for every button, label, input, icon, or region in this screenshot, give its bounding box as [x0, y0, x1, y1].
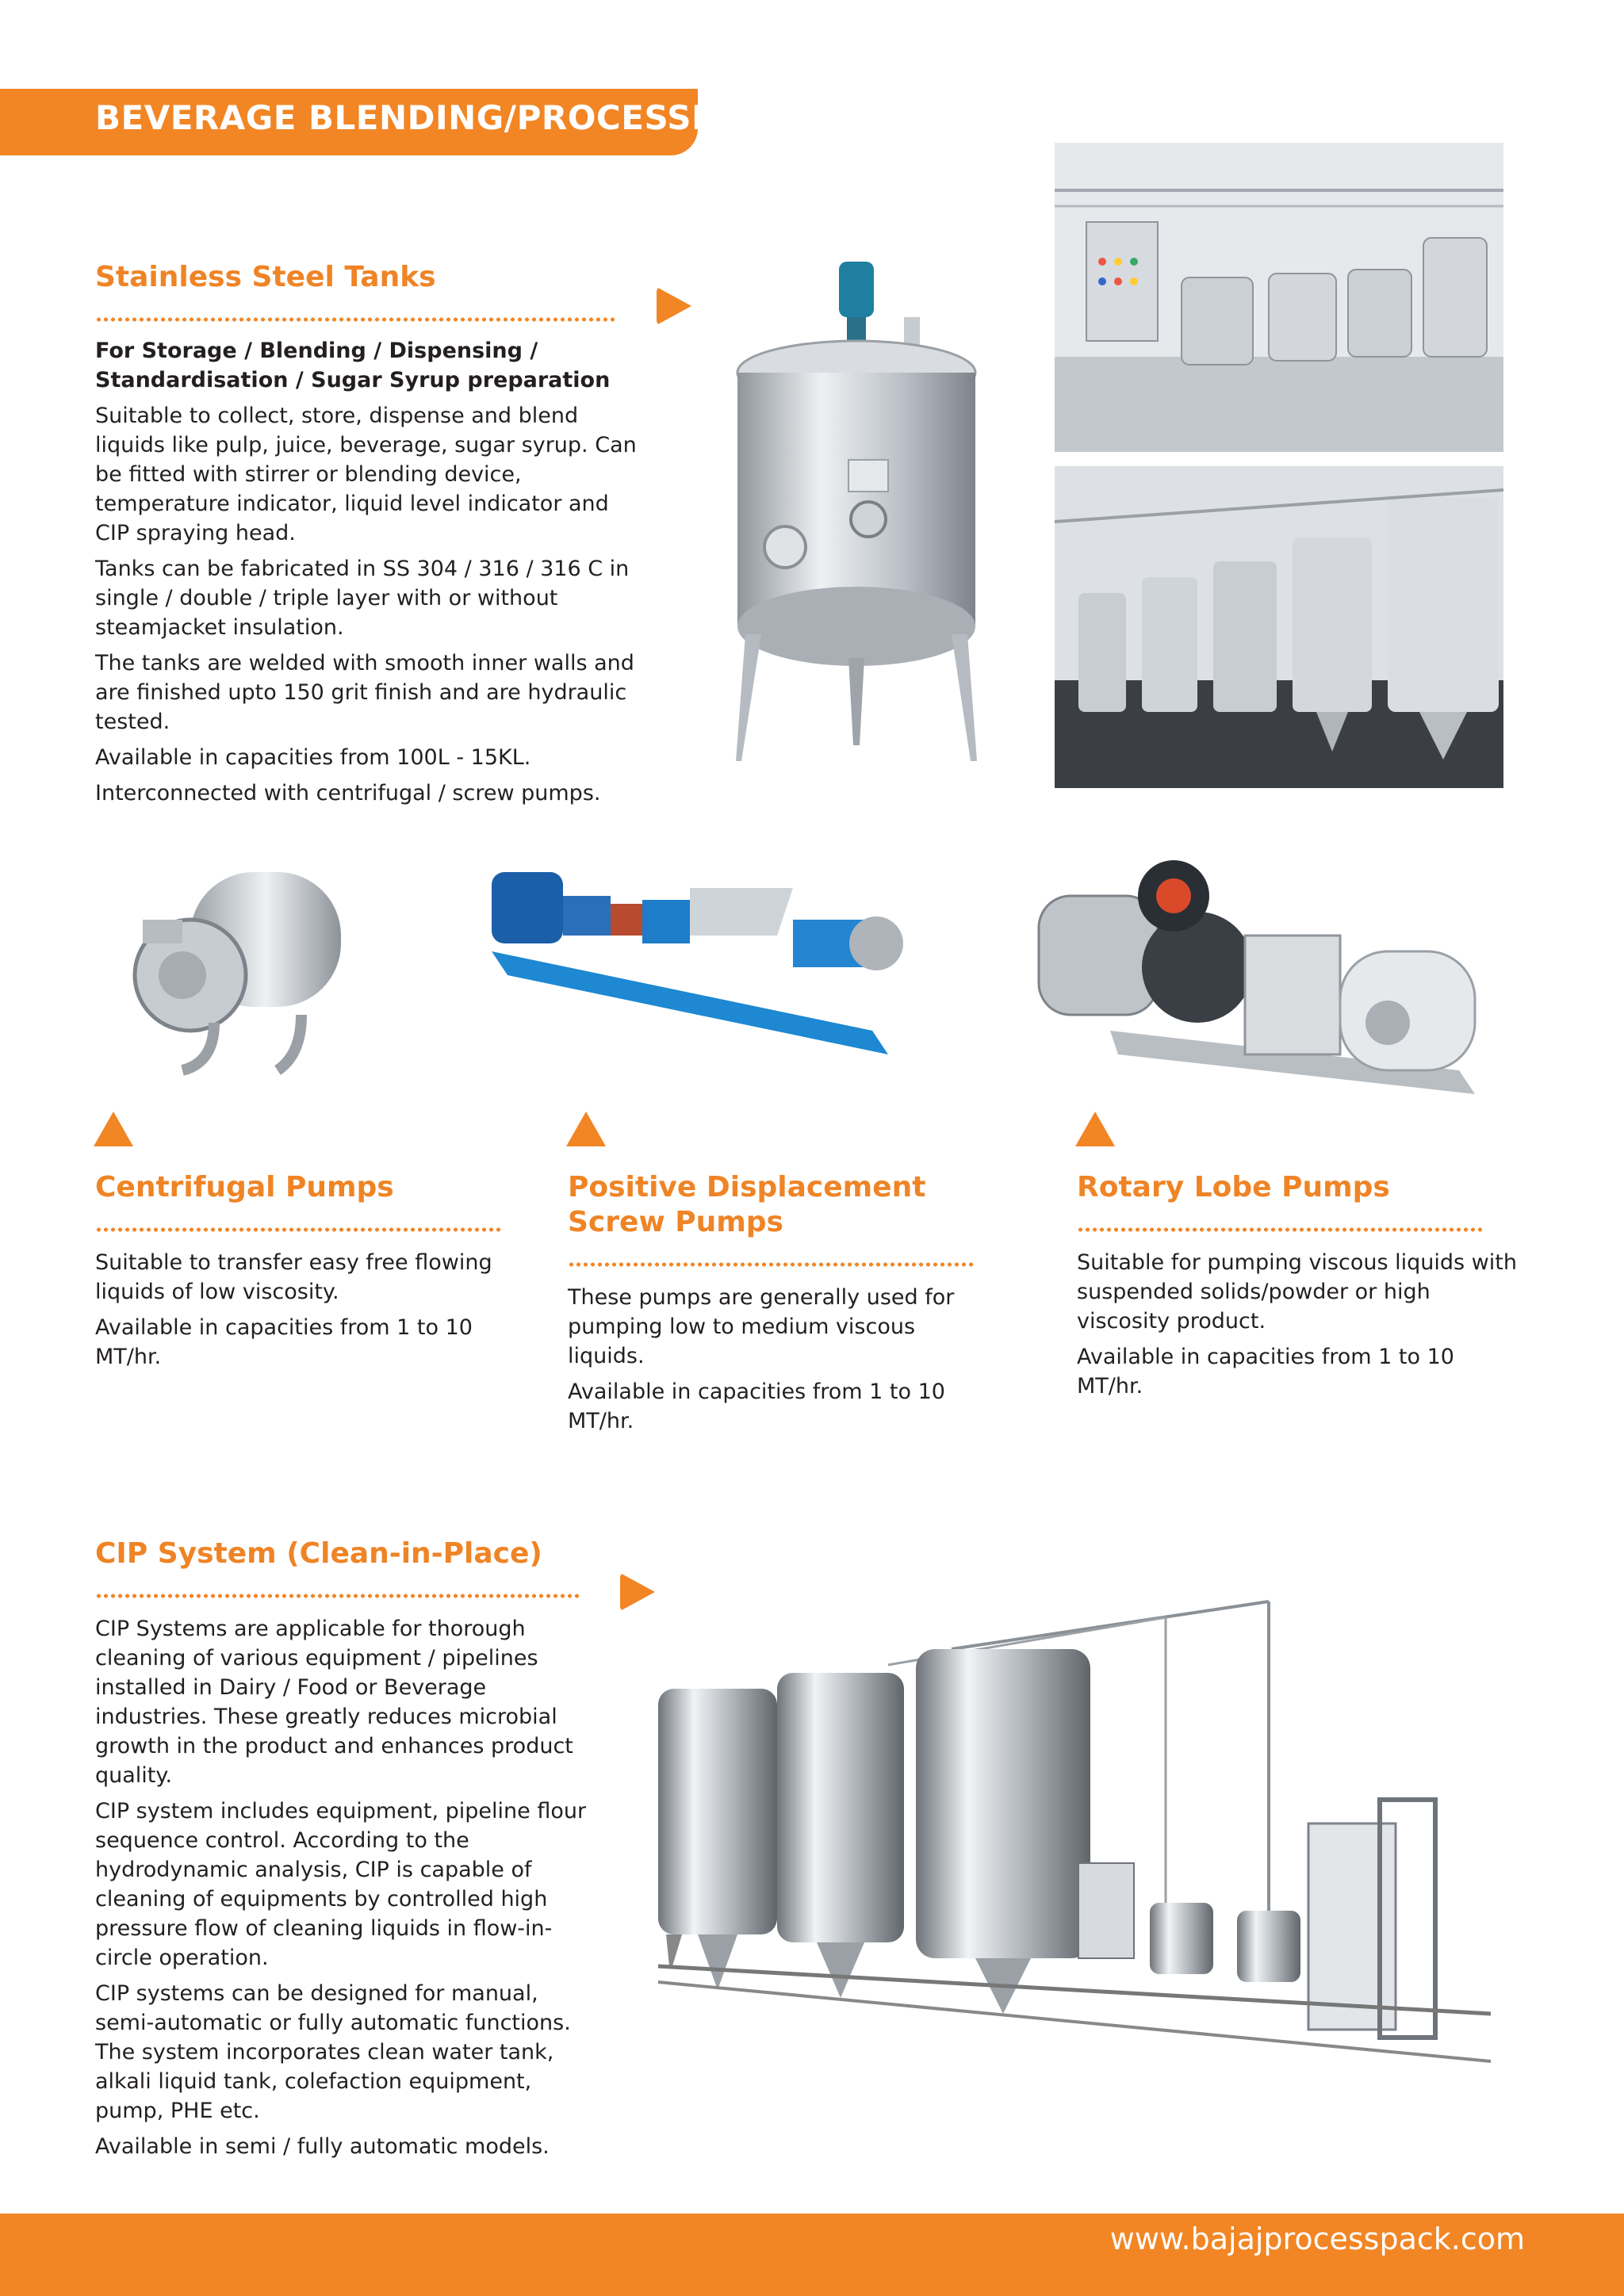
tanks-paragraph-4: Available in capacities from 100L - 15KL. — [95, 745, 531, 770]
tanks-paragraph-1: Suitable to collect, store, dispense and blend liquids like pulp, juice, beverage, sugar syrup. Can be fitted with stirrer or blending device, temperature indicator, liquid level indicator and CIP spraying head. — [95, 404, 637, 545]
tank-farm-photo-bottom — [1055, 466, 1503, 788]
screw-pumps-title: Positive Displacement Screw Pumps — [568, 1171, 926, 1238]
page-title: BEVERAGE BLENDING/PROCESSING — [95, 98, 760, 137]
triangle-up-icon — [94, 1112, 133, 1146]
screw-pumps-description — [568, 1283, 988, 1442]
cip-paragraph-3: CIP systems can be designed for manual, semi-automatic or fully automatic functions. The system incorporates clean water tank, alkali liquid tank, colefaction equipment, pump, PHE etc. — [95, 1981, 571, 2123]
cip-divider — [95, 1594, 579, 1598]
rotary-lobe-divider — [1077, 1227, 1483, 1232]
tanks-divider — [95, 317, 615, 322]
centrifugal-divider — [95, 1227, 501, 1232]
cip-system-image — [650, 1586, 1507, 2093]
footer-website-link[interactable]: www.bajajprocesspack.com — [1109, 2221, 1525, 2256]
tanks-description — [95, 336, 642, 814]
centrifugal-paragraph-1: Suitable to transfer easy free flowing liquids of low viscosity. — [95, 1250, 492, 1304]
centrifugal-description — [95, 1248, 515, 1378]
tanks-title: Stainless Steel Tanks — [95, 261, 436, 293]
cip-title: CIP System (Clean-in-Place) — [95, 1537, 542, 1570]
screw-pump-image — [476, 848, 904, 1070]
tanks-paragraph-3: The tanks are welded with smooth inner walls and are finished upto 150 grit finish and are hydraulic tested. — [95, 651, 634, 734]
stainless-tank-image — [714, 254, 999, 769]
rotary-lobe-description — [1077, 1248, 1521, 1407]
rotary-lobe-pump-image — [1031, 832, 1507, 1142]
screw-pumps-paragraph-1: These pumps are generally used for pumping low to medium viscous liquids. — [568, 1285, 955, 1368]
screw-pumps-paragraph-2: Available in capacities from 1 to 10 MT/hr. — [568, 1380, 945, 1433]
cip-description — [95, 1614, 595, 2168]
tanks-lead: For Storage / Blending / Dispensing / Standardisation / Sugar Syrup preparation — [95, 339, 611, 392]
triangle-up-icon — [1075, 1112, 1115, 1146]
cip-paragraph-1: CIP Systems are applicable for thorough cleaning of various equipment / pipelines installed in Dairy / Food or Beverage industries. These greatly reduces microbial growth in the product and enhances product quality. — [95, 1617, 573, 1788]
cip-paragraph-2: CIP system includes equipment, pipeline flour sequence control. According to the hydrodynamic analysis, CIP is capable of cleaning of equipments by controlled high pressure flow of cleaning liquids in flow-in-circle operation. — [95, 1799, 587, 1970]
cip-paragraph-4: Available in semi / fully automatic models. — [95, 2134, 550, 2159]
rotary-lobe-paragraph-1: Suitable for pumping viscous liquids with suspended solids/powder or high viscosity product. — [1077, 1250, 1517, 1334]
centrifugal-paragraph-2: Available in capacities from 1 to 10 MT/hr. — [95, 1315, 473, 1369]
triangle-right-icon — [657, 287, 691, 325]
rotary-lobe-pumps-title: Rotary Lobe Pumps — [1077, 1171, 1390, 1203]
triangle-up-icon — [566, 1112, 606, 1146]
tank-room-photo-top — [1055, 143, 1503, 452]
rotary-lobe-paragraph-2: Available in capacities from 1 to 10 MT/hr. — [1077, 1345, 1454, 1399]
screw-pumps-divider — [568, 1262, 974, 1267]
centrifugal-pumps-title: Centrifugal Pumps — [95, 1171, 394, 1203]
tanks-paragraph-2: Tanks can be fabricated in SS 304 / 316 / 316 C in single / double / triple layer with or without steamjacket insulation. — [95, 557, 630, 640]
tanks-paragraph-5: Interconnected with centrifugal / screw pumps. — [95, 781, 601, 806]
centrifugal-pump-image — [95, 856, 365, 1086]
